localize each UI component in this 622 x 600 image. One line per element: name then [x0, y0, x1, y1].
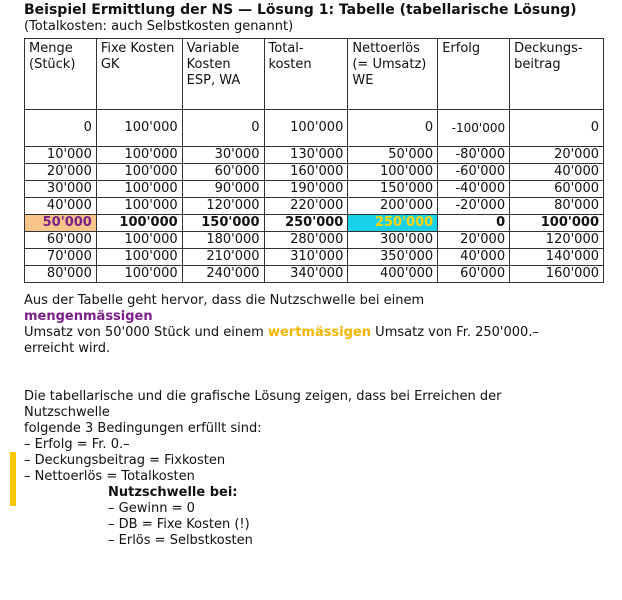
cell: 100'000: [96, 249, 182, 266]
cell: 130'000: [264, 147, 348, 164]
cell-break-even-quantity: 50'000: [25, 215, 97, 232]
cell: 100'000: [96, 266, 182, 283]
text-span: Umsatz von 50'000 Stück und einem: [24, 325, 268, 340]
page-title: Beispiel Ermittlung der NS — Lösung 1: Tabelle (tabellarische Lösung): [24, 2, 577, 18]
cell: 60'000: [510, 181, 604, 198]
header-totalkosten: Total-kosten: [264, 39, 348, 110]
table-row-break-even: [25, 215, 604, 232]
cell: 100'000: [96, 147, 182, 164]
cell: 40'000: [510, 164, 604, 181]
cell: 160'000: [510, 266, 604, 283]
list-item: – DB = Fixe Kosten (!): [108, 517, 604, 533]
cell: 180'000: [182, 232, 264, 249]
cell: 100'000: [96, 232, 182, 249]
table-row: [25, 110, 604, 147]
table-row: [25, 164, 604, 181]
header-erfolg: Erfolg: [438, 39, 510, 110]
summary-list: [108, 501, 604, 549]
cell: 20'000: [510, 147, 604, 164]
header-nettoerloes: Nettoerlös (= Umsatz) WE: [348, 39, 438, 110]
table-row: [25, 266, 604, 283]
page-subtitle: (Totalkosten: auch Selbstkosten genannt): [24, 19, 294, 34]
cell: 100'000: [264, 110, 348, 147]
cell: 150'000: [182, 215, 264, 232]
cell: -40'000: [438, 181, 510, 198]
ns-table: [24, 38, 604, 283]
text-span: Umsatz von Fr. 250'000.–: [371, 325, 539, 340]
cell: 150'000: [348, 181, 438, 198]
cell: 0: [25, 110, 97, 147]
cell: 100'000: [96, 110, 182, 147]
cell: 0: [510, 110, 604, 147]
list-item: – Deckungsbeitrag = Fixkosten: [24, 453, 604, 469]
cell: 160'000: [264, 164, 348, 181]
cell: 100'000: [96, 181, 182, 198]
cell: 120'000: [182, 198, 264, 215]
cell: 60'000: [438, 266, 510, 283]
list-item: – Erfolg = Fr. 0.–: [24, 437, 604, 453]
text-line: folgende 3 Bedingungen erfüllt sind:: [24, 421, 262, 436]
nutzschwelle-summary: [108, 485, 604, 549]
cell: 100'000: [96, 215, 182, 232]
cell: 30'000: [25, 181, 97, 198]
cell: 200'000: [348, 198, 438, 215]
cell: 80'000: [510, 198, 604, 215]
keyword-wertmaessig: wertmässigen: [267, 325, 372, 340]
cell: 70'000: [25, 249, 97, 266]
cell: 100'000: [510, 215, 604, 232]
cell: 310'000: [264, 249, 348, 266]
cell: 100'000: [348, 164, 438, 181]
table-row: [25, 232, 604, 249]
text-line: Nutzschwelle: [24, 405, 110, 420]
cell: 20'000: [25, 164, 97, 181]
cell: 80'000: [25, 266, 97, 283]
cell: 60'000: [182, 164, 264, 181]
cell: 210'000: [182, 249, 264, 266]
cell: 220'000: [264, 198, 348, 215]
table-row: [25, 147, 604, 164]
header-fixe-kosten: Fixe Kosten GK: [96, 39, 182, 110]
list-item: – Nettoerlös = Totalkosten: [24, 469, 604, 485]
cell: 340'000: [264, 266, 348, 283]
cell: 90'000: [182, 181, 264, 198]
conditions-intro: [24, 389, 604, 437]
cell: 40'000: [25, 198, 97, 215]
cell: 140'000: [510, 249, 604, 266]
summary-heading: Nutzschwelle bei:: [108, 485, 238, 500]
cell: -60'000: [438, 164, 510, 181]
cell: 400'000: [348, 266, 438, 283]
cell: 20'000: [438, 232, 510, 249]
cell: 100'000: [96, 198, 182, 215]
cell: 300'000: [348, 232, 438, 249]
table-row: [25, 198, 604, 215]
cell: 50'000: [348, 147, 438, 164]
text-line: [24, 325, 604, 341]
cell: 30'000: [182, 147, 264, 164]
cell: -100'000: [438, 110, 510, 147]
table-header-row: [25, 39, 604, 110]
cell: 0: [182, 110, 264, 147]
cell: 100'000: [96, 164, 182, 181]
cell: 280'000: [264, 232, 348, 249]
text-line: Die tabellarische und die grafische Lösung zeigen, dass bei Erreichen der: [24, 389, 502, 404]
conclusion-paragraph: [24, 293, 604, 357]
cell: -20'000: [438, 198, 510, 215]
header-deckungsbeitrag: Deckungs-beitrag: [510, 39, 604, 110]
list-item: – Gewinn = 0: [108, 501, 604, 517]
list-item: – Erlös = Selbstkosten: [108, 533, 604, 549]
header-variable-kosten: Variable Kosten ESP, WA: [182, 39, 264, 110]
text-line: erreicht wird.: [24, 341, 111, 356]
cell: 350'000: [348, 249, 438, 266]
keyword-mengenmaessig: mengenmässigen: [24, 309, 153, 324]
cell: 120'000: [510, 232, 604, 249]
highlight-bar: [10, 452, 16, 506]
text-line: Aus der Tabelle geht hervor, dass die Nutzschwelle bei einem: [24, 293, 425, 308]
table-row: [25, 249, 604, 266]
cell: -80'000: [438, 147, 510, 164]
cell: 0: [348, 110, 438, 147]
cell: 240'000: [182, 266, 264, 283]
cell: 250'000: [264, 215, 348, 232]
cell: 40'000: [438, 249, 510, 266]
cell: 10'000: [25, 147, 97, 164]
conditions-list: [24, 437, 604, 485]
cell: 60'000: [25, 232, 97, 249]
cell: 190'000: [264, 181, 348, 198]
document: [24, 0, 604, 549]
table-row: [25, 181, 604, 198]
cell: 0: [438, 215, 510, 232]
header-menge: Menge (Stück): [25, 39, 97, 110]
cell-break-even-revenue: 250'000: [348, 215, 438, 232]
